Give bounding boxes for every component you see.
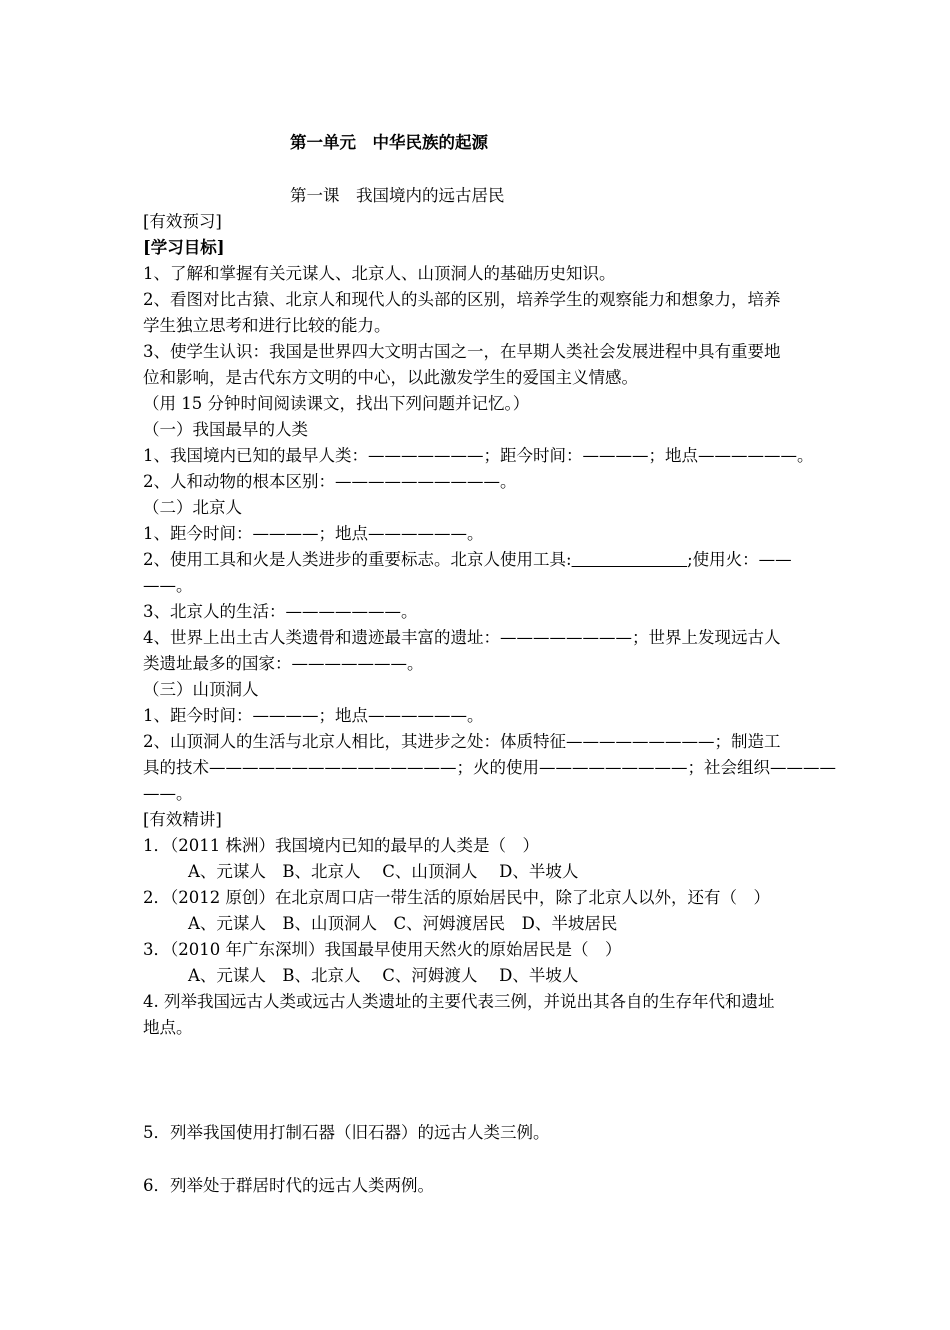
goal-3-line-2: 位和影响，是古代东方文明的中心，以此激发学生的爱国主义情感。 [143, 368, 638, 387]
mc-options-2: A、元谋人 B、山顶洞人 C、河姆渡居民 D、半坡居民 [188, 914, 618, 933]
question-line: 4、世界上出土古人类遗骨和遗迹最丰富的遗址：————————；世界上发现远古人 [143, 628, 781, 647]
mc-question-2: 2．（2012 原创）在北京周口店一带生活的原始居民中，除了北京人以外，还有（ ） [143, 888, 770, 907]
subsection-peking-man: （二）北京人 [143, 498, 242, 517]
question-line: ——。 [143, 576, 193, 595]
goal-2-line-1: 2、看图对比古猿、北京人和现代人的头部的区别，培养学生的观察能力和想象力，培养 [143, 290, 781, 309]
question-line: 类遗址最多的国家：———————。 [143, 654, 424, 673]
question-line [143, 547, 792, 573]
question-line: 1、距今时间：————；地点——————。 [143, 706, 484, 725]
question-text: ;使用火：—— [687, 550, 792, 569]
goal-1: 1、了解和掌握有关元谋人、北京人、山顶洞人的基础历史知识。 [143, 264, 616, 283]
mc-options-1: A、元谋人 B、北京人 C、山顶洞人 D、半坡人 [188, 862, 579, 881]
mc-options-3: A、元谋人 B、北京人 C、河姆渡人 D、半坡人 [188, 966, 579, 985]
lesson-title: 第一课 我国境内的远古居民 [290, 186, 505, 205]
reading-instruction: （用 15 分钟时间阅读课文，找出下列问题并记忆。） [143, 394, 530, 413]
question-text: 2、使用工具和火是人类进步的重要标志。北京人使用工具: [143, 550, 572, 569]
open-question-5: 5．列举我国使用打制石器（旧石器）的远古人类三例。 [143, 1123, 550, 1142]
section-heading-lecture: [有效精讲] [143, 810, 222, 829]
open-question-4-line-1: 4. 列举我国远古人类或远古人类遗址的主要代表三例，并说出其各自的生存年代和遗址 [143, 992, 775, 1011]
mc-question-1: 1．（2011 株洲）我国境内已知的最早的人类是（ ） [143, 836, 539, 855]
question-line: 1、我国境内已知的最早人类：———————；距今时间：————；地点——————。 [143, 446, 814, 465]
question-line: 3、北京人的生活：———————。 [143, 602, 418, 621]
open-question-6: 6．列举处于群居时代的远古人类两例。 [143, 1176, 434, 1195]
goal-3-line-1: 3、使学生认识：我国是世界四大文明古国之一，在早期人类社会发展进程中具有重要地 [143, 342, 781, 361]
answer-blank [572, 550, 688, 569]
open-question-4-line-2: 地点。 [143, 1018, 193, 1037]
subsection-upper-cave-man: （三）山顶洞人 [143, 680, 259, 699]
section-heading-goals: [学习目标] [143, 238, 225, 257]
goal-2-line-2: 学生独立思考和进行比较的能力。 [143, 316, 391, 335]
mc-question-3: 3．（2010 年广东深圳）我国最早使用天然火的原始居民是（ ） [143, 940, 622, 959]
subsection-earliest-humans: （一）我国最早的人类 [143, 420, 308, 439]
question-line: 2、山顶洞人的生活与北京人相比，其进步之处：体质特征—————————；制造工 [143, 732, 781, 751]
question-line: ——。 [143, 784, 193, 803]
unit-title: 第一单元 中华民族的起源 [290, 133, 488, 152]
question-line: 1、距今时间：————；地点——————。 [143, 524, 484, 543]
section-heading-preview: [有效预习] [143, 212, 222, 231]
question-line: 具的技术———————————————；火的使用—————————；社会组织———— [143, 758, 836, 777]
question-line: 2、人和动物的根本区别：——————————。 [143, 472, 517, 491]
